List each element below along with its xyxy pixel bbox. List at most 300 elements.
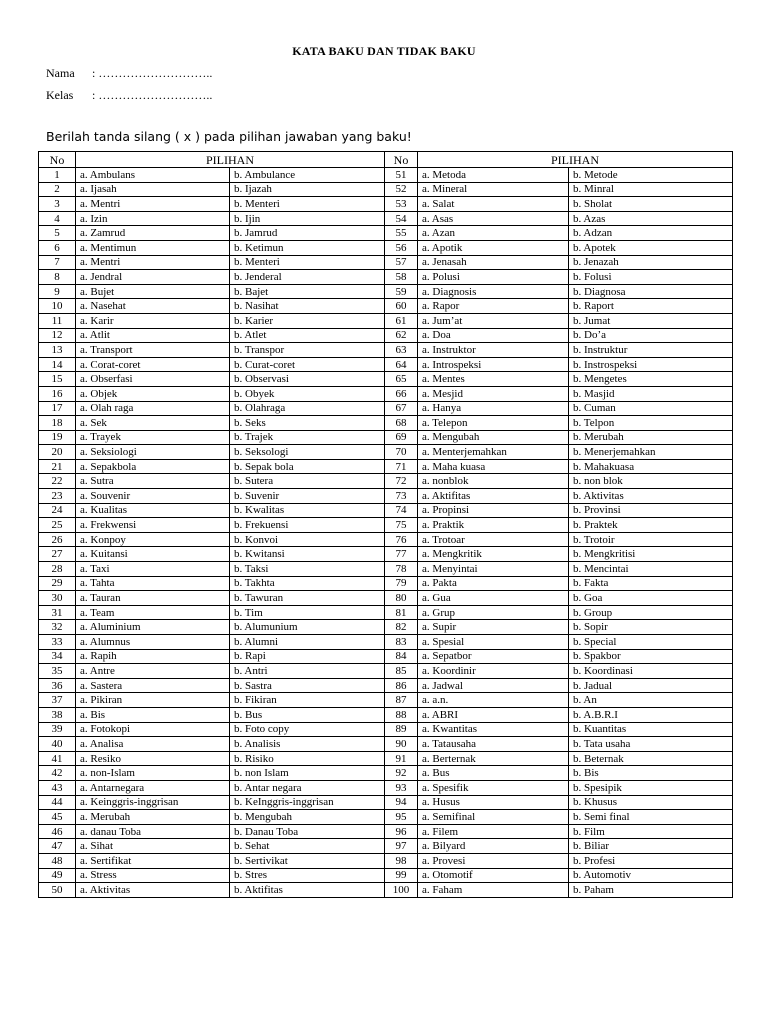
- option-b[interactable]: b. Mengetes: [569, 372, 733, 387]
- option-b[interactable]: b. Jadual: [569, 678, 733, 693]
- row-number: 75: [385, 518, 418, 533]
- option-b[interactable]: b. Suvenir: [230, 489, 385, 504]
- option-a[interactable]: a. Trayek: [76, 430, 230, 445]
- table-header: [39, 152, 733, 168]
- option-b[interactable]: b. Goa: [569, 591, 733, 606]
- option-a[interactable]: a. Mentes: [418, 372, 569, 387]
- option-b[interactable]: b. Tata usaha: [569, 737, 733, 752]
- option-a[interactable]: a. Mengkritik: [418, 547, 569, 562]
- row-number: 49: [39, 868, 76, 883]
- option-a[interactable]: a. Sepakbola: [76, 459, 230, 474]
- row-number: 12: [39, 328, 76, 343]
- option-a[interactable]: a. Diagnosis: [418, 284, 569, 299]
- option-b[interactable]: b. Fikiran: [230, 693, 385, 708]
- option-a[interactable]: a. a.n.: [418, 693, 569, 708]
- row-number: 62: [385, 328, 418, 343]
- option-b[interactable]: b. Observasi: [230, 372, 385, 387]
- row-number: 24: [39, 503, 76, 518]
- option-b[interactable]: b. Beternak: [569, 751, 733, 766]
- option-a[interactable]: a. Nasehat: [76, 299, 230, 314]
- row-number: 4: [39, 211, 76, 226]
- option-a[interactable]: a. Kwantitas: [418, 722, 569, 737]
- table-row: [39, 518, 733, 533]
- option-b[interactable]: b. Profesi: [569, 853, 733, 868]
- option-a[interactable]: a. Filem: [418, 824, 569, 839]
- option-a[interactable]: a. Zamrud: [76, 226, 230, 241]
- option-b[interactable]: b. non blok: [569, 474, 733, 489]
- class-field: [46, 88, 212, 103]
- option-b[interactable]: b. Jumat: [569, 313, 733, 328]
- option-a[interactable]: a. Aluminium: [76, 620, 230, 635]
- option-a[interactable]: a. Praktik: [418, 518, 569, 533]
- row-number: 53: [385, 197, 418, 212]
- option-a[interactable]: a. Koordinir: [418, 664, 569, 679]
- option-a[interactable]: a. Bilyard: [418, 839, 569, 854]
- option-b[interactable]: b. Foto copy: [230, 722, 385, 737]
- table-row: [39, 678, 733, 693]
- option-a[interactable]: a. Alumnus: [76, 635, 230, 650]
- row-number: 76: [385, 532, 418, 547]
- option-b[interactable]: b. Menteri: [230, 197, 385, 212]
- option-a[interactable]: a. Hanya: [418, 401, 569, 416]
- option-a[interactable]: a. Ijasah: [76, 182, 230, 197]
- option-a[interactable]: a. Telepon: [418, 416, 569, 431]
- option-b[interactable]: b. Sertivikat: [230, 853, 385, 868]
- option-b[interactable]: b. Aktivitas: [569, 489, 733, 504]
- table-row: [39, 737, 733, 752]
- option-a[interactable]: a. Pakta: [418, 576, 569, 591]
- option-a[interactable]: a. Mengubah: [418, 430, 569, 445]
- option-a[interactable]: a. Obserfasi: [76, 372, 230, 387]
- table-row: [39, 576, 733, 591]
- option-a[interactable]: a. Objek: [76, 386, 230, 401]
- option-b[interactable]: b. Stres: [230, 868, 385, 883]
- option-a[interactable]: a. Asas: [418, 211, 569, 226]
- option-a[interactable]: a. Karir: [76, 313, 230, 328]
- option-b[interactable]: b. Takhta: [230, 576, 385, 591]
- option-a[interactable]: a. Resiko: [76, 751, 230, 766]
- row-number: 27: [39, 547, 76, 562]
- option-b[interactable]: b. Cuman: [569, 401, 733, 416]
- option-a[interactable]: a. Metoda: [418, 168, 569, 183]
- option-b[interactable]: b. Raport: [569, 299, 733, 314]
- table-row: [39, 255, 733, 270]
- table-row: [39, 240, 733, 255]
- table-row: [39, 707, 733, 722]
- row-number: 15: [39, 372, 76, 387]
- option-b[interactable]: b. Taksi: [230, 562, 385, 577]
- option-a[interactable]: a. Faham: [418, 883, 569, 898]
- row-number: 9: [39, 284, 76, 299]
- option-b[interactable]: b. Ambulance: [230, 168, 385, 183]
- option-a[interactable]: a. Pikiran: [76, 693, 230, 708]
- option-b[interactable]: b. Jenderal: [230, 270, 385, 285]
- option-b[interactable]: b. Atlet: [230, 328, 385, 343]
- option-b[interactable]: b. Spakbor: [569, 649, 733, 664]
- option-a[interactable]: a. Sepatbor: [418, 649, 569, 664]
- row-number: 6: [39, 240, 76, 255]
- row-number: 32: [39, 620, 76, 635]
- option-a[interactable]: a. Otomotif: [418, 868, 569, 883]
- option-b[interactable]: b. Metode: [569, 168, 733, 183]
- option-b[interactable]: b. Masjid: [569, 386, 733, 401]
- option-b[interactable]: b. Analisis: [230, 737, 385, 752]
- option-b[interactable]: b. Khusus: [569, 795, 733, 810]
- option-a[interactable]: a. Rapih: [76, 649, 230, 664]
- option-a[interactable]: a. Antre: [76, 664, 230, 679]
- option-a[interactable]: a. Fotokopi: [76, 722, 230, 737]
- option-a[interactable]: a. Grup: [418, 605, 569, 620]
- option-a[interactable]: a. Taxi: [76, 562, 230, 577]
- option-a[interactable]: a. Gua: [418, 591, 569, 606]
- option-b[interactable]: b. Alumunium: [230, 620, 385, 635]
- table-row: [39, 401, 733, 416]
- row-number: 96: [385, 824, 418, 839]
- option-a[interactable]: a. Kualitas: [76, 503, 230, 518]
- option-a[interactable]: a. nonblok: [418, 474, 569, 489]
- option-a[interactable]: a. Provesi: [418, 853, 569, 868]
- option-a[interactable]: a. Kuitansi: [76, 547, 230, 562]
- option-b[interactable]: b. Antar negara: [230, 780, 385, 795]
- row-number: 97: [385, 839, 418, 854]
- option-b[interactable]: b. Trajek: [230, 430, 385, 445]
- option-b[interactable]: b. Mahakuasa: [569, 459, 733, 474]
- option-b[interactable]: b. Bus: [230, 707, 385, 722]
- option-a[interactable]: a. Sastera: [76, 678, 230, 693]
- table-row: [39, 343, 733, 358]
- option-b[interactable]: b. Seksologi: [230, 445, 385, 460]
- option-a[interactable]: a. Seksiologi: [76, 445, 230, 460]
- option-b[interactable]: b. Karier: [230, 313, 385, 328]
- option-b[interactable]: b. Konvoi: [230, 532, 385, 547]
- option-b[interactable]: b. Paham: [569, 883, 733, 898]
- header-pilihan-left: PILIHAN: [76, 152, 385, 168]
- row-number: 2: [39, 182, 76, 197]
- option-b[interactable]: b. Rapi: [230, 649, 385, 664]
- option-a[interactable]: a. Transport: [76, 343, 230, 358]
- option-b[interactable]: b. Kwitansi: [230, 547, 385, 562]
- table-row: [39, 853, 733, 868]
- option-b[interactable]: b. Automotiv: [569, 868, 733, 883]
- option-a[interactable]: a. Berternak: [418, 751, 569, 766]
- row-number: 20: [39, 445, 76, 460]
- table-row: [39, 211, 733, 226]
- row-number: 73: [385, 489, 418, 504]
- row-number: 82: [385, 620, 418, 635]
- row-number: 28: [39, 562, 76, 577]
- row-number: 8: [39, 270, 76, 285]
- option-b[interactable]: b. An: [569, 693, 733, 708]
- option-b[interactable]: b. Biliar: [569, 839, 733, 854]
- option-b[interactable]: b. Curat-coret: [230, 357, 385, 372]
- option-a[interactable]: a. Team: [76, 605, 230, 620]
- option-a[interactable]: a. Spesial: [418, 635, 569, 650]
- option-b[interactable]: b. Sutera: [230, 474, 385, 489]
- row-number: 35: [39, 664, 76, 679]
- option-a[interactable]: a. Souvenir: [76, 489, 230, 504]
- option-b[interactable]: b. Mengubah: [230, 810, 385, 825]
- option-b[interactable]: b. Film: [569, 824, 733, 839]
- option-a[interactable]: a. Merubah: [76, 810, 230, 825]
- row-number: 16: [39, 386, 76, 401]
- option-b[interactable]: b. Ijazah: [230, 182, 385, 197]
- row-number: 3: [39, 197, 76, 212]
- option-b[interactable]: b. Jamrud: [230, 226, 385, 241]
- option-b[interactable]: b. Danau Toba: [230, 824, 385, 839]
- row-number: 68: [385, 416, 418, 431]
- option-b[interactable]: b. Praktek: [569, 518, 733, 533]
- option-a[interactable]: a. Atlit: [76, 328, 230, 343]
- row-number: 23: [39, 489, 76, 504]
- table-row: [39, 270, 733, 285]
- option-b[interactable]: b. Sepak bola: [230, 459, 385, 474]
- header-no-left: No: [39, 152, 76, 168]
- option-a[interactable]: a. Mesjid: [418, 386, 569, 401]
- option-a[interactable]: a. Jendral: [76, 270, 230, 285]
- table-row: [39, 357, 733, 372]
- option-a[interactable]: a. Tauran: [76, 591, 230, 606]
- word-choice-table: [38, 151, 733, 898]
- table-row: [39, 591, 733, 606]
- class-value: : ………………………..: [92, 88, 213, 102]
- option-b[interactable]: b. Sehat: [230, 839, 385, 854]
- option-b[interactable]: b. Frekuensi: [230, 518, 385, 533]
- row-number: 5: [39, 226, 76, 241]
- row-number: 14: [39, 357, 76, 372]
- row-number: 10: [39, 299, 76, 314]
- option-a[interactable]: a. Propinsi: [418, 503, 569, 518]
- row-number: 98: [385, 853, 418, 868]
- row-number: 55: [385, 226, 418, 241]
- table-row: [39, 386, 733, 401]
- option-a[interactable]: a. Supir: [418, 620, 569, 635]
- option-b[interactable]: b. Fakta: [569, 576, 733, 591]
- option-a[interactable]: a. Ambulans: [76, 168, 230, 183]
- option-b[interactable]: b. Provinsi: [569, 503, 733, 518]
- option-a[interactable]: a. Stress: [76, 868, 230, 883]
- option-a[interactable]: a. Jadwal: [418, 678, 569, 693]
- option-b[interactable]: b. Menteri: [230, 255, 385, 270]
- option-a[interactable]: a. Aktifitas: [418, 489, 569, 504]
- option-a[interactable]: a. non-Islam: [76, 766, 230, 781]
- row-number: 91: [385, 751, 418, 766]
- option-b[interactable]: b. Mencintai: [569, 562, 733, 577]
- row-number: 80: [385, 591, 418, 606]
- option-b[interactable]: b. Sholat: [569, 197, 733, 212]
- option-a[interactable]: a. Aktivitas: [76, 883, 230, 898]
- row-number: 40: [39, 737, 76, 752]
- option-b[interactable]: b. A.B.R.I: [569, 707, 733, 722]
- option-b[interactable]: b. Spesipik: [569, 780, 733, 795]
- table-row: [39, 693, 733, 708]
- row-number: 61: [385, 313, 418, 328]
- option-b[interactable]: b. Tim: [230, 605, 385, 620]
- table-row: [39, 605, 733, 620]
- option-b[interactable]: b. Alumni: [230, 635, 385, 650]
- option-b[interactable]: b. Seks: [230, 416, 385, 431]
- option-b[interactable]: b. Kwalitas: [230, 503, 385, 518]
- option-b[interactable]: b. Instruktur: [569, 343, 733, 358]
- row-number: 39: [39, 722, 76, 737]
- option-b[interactable]: b. Tawuran: [230, 591, 385, 606]
- table-row: [39, 839, 733, 854]
- option-b[interactable]: b. Nasihat: [230, 299, 385, 314]
- option-b[interactable]: b. Merubah: [569, 430, 733, 445]
- option-a[interactable]: a. Salat: [418, 197, 569, 212]
- table-row: [39, 445, 733, 460]
- option-a[interactable]: a. Sutra: [76, 474, 230, 489]
- option-b[interactable]: b. Trotoir: [569, 532, 733, 547]
- option-b[interactable]: b. Mengkritisi: [569, 547, 733, 562]
- option-a[interactable]: a. Introspeksi: [418, 357, 569, 372]
- option-b[interactable]: b. Folusi: [569, 270, 733, 285]
- option-a[interactable]: a. Azan: [418, 226, 569, 241]
- table-row: [39, 284, 733, 299]
- row-number: 86: [385, 678, 418, 693]
- table-row: [39, 766, 733, 781]
- row-number: 93: [385, 780, 418, 795]
- option-a[interactable]: a. Instruktor: [418, 343, 569, 358]
- name-field: [46, 66, 212, 81]
- row-number: 13: [39, 343, 76, 358]
- option-a[interactable]: a. Izin: [76, 211, 230, 226]
- row-number: 31: [39, 605, 76, 620]
- table-row: [39, 795, 733, 810]
- option-b[interactable]: b. Kuantitas: [569, 722, 733, 737]
- option-b[interactable]: b. Koordinasi: [569, 664, 733, 679]
- option-b[interactable]: b. Adzan: [569, 226, 733, 241]
- option-a[interactable]: a. Konpoy: [76, 532, 230, 547]
- row-number: 90: [385, 737, 418, 752]
- row-number: 95: [385, 810, 418, 825]
- option-b[interactable]: b. Antri: [230, 664, 385, 679]
- row-number: 30: [39, 591, 76, 606]
- option-b[interactable]: b. Sastra: [230, 678, 385, 693]
- option-a[interactable]: a. Keinggris-inggrisan: [76, 795, 230, 810]
- row-number: 65: [385, 372, 418, 387]
- option-a[interactable]: a. Apotik: [418, 240, 569, 255]
- table-row: [39, 313, 733, 328]
- row-number: 69: [385, 430, 418, 445]
- option-b[interactable]: b. Bajet: [230, 284, 385, 299]
- option-a[interactable]: a. Bis: [76, 707, 230, 722]
- row-number: 46: [39, 824, 76, 839]
- option-a[interactable]: a. Rapor: [418, 299, 569, 314]
- row-number: 59: [385, 284, 418, 299]
- option-a[interactable]: a. Jenasah: [418, 255, 569, 270]
- option-a[interactable]: a. Analisa: [76, 737, 230, 752]
- option-b[interactable]: b. Transpor: [230, 343, 385, 358]
- option-b[interactable]: b. Group: [569, 605, 733, 620]
- row-number: 47: [39, 839, 76, 854]
- option-a[interactable]: a. Maha kuasa: [418, 459, 569, 474]
- table-row: [39, 883, 733, 898]
- table-row: [39, 532, 733, 547]
- option-a[interactable]: a. Bujet: [76, 284, 230, 299]
- option-a[interactable]: a. Spesifik: [418, 780, 569, 795]
- option-b[interactable]: b. Instrospeksi: [569, 357, 733, 372]
- option-b[interactable]: b. non Islam: [230, 766, 385, 781]
- option-b[interactable]: b. Bis: [569, 766, 733, 781]
- option-a[interactable]: a. Antarnegara: [76, 780, 230, 795]
- table-row: [39, 503, 733, 518]
- row-number: 43: [39, 780, 76, 795]
- option-b[interactable]: b. Jenazah: [569, 255, 733, 270]
- option-a[interactable]: a. Bus: [418, 766, 569, 781]
- option-b[interactable]: b. Sopir: [569, 620, 733, 635]
- row-number: 38: [39, 707, 76, 722]
- option-a[interactable]: a. Corat-coret: [76, 357, 230, 372]
- option-b[interactable]: b. Risiko: [230, 751, 385, 766]
- row-number: 52: [385, 182, 418, 197]
- option-b[interactable]: b. Azas: [569, 211, 733, 226]
- option-b[interactable]: b. Ijin: [230, 211, 385, 226]
- option-a[interactable]: a. Sihat: [76, 839, 230, 854]
- row-number: 87: [385, 693, 418, 708]
- row-number: 37: [39, 693, 76, 708]
- option-b[interactable]: b. Obyek: [230, 386, 385, 401]
- option-a[interactable]: a. Jum’at: [418, 313, 569, 328]
- option-a[interactable]: a. Sertifikat: [76, 853, 230, 868]
- table-row: [39, 722, 733, 737]
- option-b[interactable]: b. Minral: [569, 182, 733, 197]
- row-number: 70: [385, 445, 418, 460]
- option-a[interactable]: a. Tatausaha: [418, 737, 569, 752]
- option-a[interactable]: a. Mentri: [76, 255, 230, 270]
- row-number: 42: [39, 766, 76, 781]
- option-b[interactable]: b. Do’a: [569, 328, 733, 343]
- option-a[interactable]: a. Semifinal: [418, 810, 569, 825]
- option-a[interactable]: a. Mentimun: [76, 240, 230, 255]
- row-number: 21: [39, 459, 76, 474]
- option-b[interactable]: b. Apotek: [569, 240, 733, 255]
- option-a[interactable]: a. Doa: [418, 328, 569, 343]
- row-number: 81: [385, 605, 418, 620]
- option-b[interactable]: b. Special: [569, 635, 733, 650]
- option-b[interactable]: b. Semi final: [569, 810, 733, 825]
- table-row: [39, 226, 733, 241]
- table-row: [39, 168, 733, 183]
- option-b[interactable]: b. Ketimun: [230, 240, 385, 255]
- option-b[interactable]: b. Telpon: [569, 416, 733, 431]
- table-row: [39, 620, 733, 635]
- option-a[interactable]: a. Olah raga: [76, 401, 230, 416]
- option-a[interactable]: a. Polusi: [418, 270, 569, 285]
- option-a[interactable]: a. Menyintai: [418, 562, 569, 577]
- option-b[interactable]: b. Aktifitas: [230, 883, 385, 898]
- option-a[interactable]: a. danau Toba: [76, 824, 230, 839]
- table-row: [39, 547, 733, 562]
- option-a[interactable]: a. Mentri: [76, 197, 230, 212]
- option-a[interactable]: a. Menterjemahkan: [418, 445, 569, 460]
- option-b[interactable]: b. Diagnosa: [569, 284, 733, 299]
- row-number: 36: [39, 678, 76, 693]
- option-a[interactable]: a. Mineral: [418, 182, 569, 197]
- row-number: 88: [385, 707, 418, 722]
- option-b[interactable]: b. Menerjemahkan: [569, 445, 733, 460]
- table-row: [39, 328, 733, 343]
- option-a[interactable]: a. Frekwensi: [76, 518, 230, 533]
- option-a[interactable]: a. ABRI: [418, 707, 569, 722]
- option-b[interactable]: b. KeInggris-inggrisan: [230, 795, 385, 810]
- option-a[interactable]: a. Husus: [418, 795, 569, 810]
- option-a[interactable]: a. Sek: [76, 416, 230, 431]
- option-b[interactable]: b. Olahraga: [230, 401, 385, 416]
- option-a[interactable]: a. Tahta: [76, 576, 230, 591]
- table-row: [39, 182, 733, 197]
- row-number: 45: [39, 810, 76, 825]
- option-a[interactable]: a. Trotoar: [418, 532, 569, 547]
